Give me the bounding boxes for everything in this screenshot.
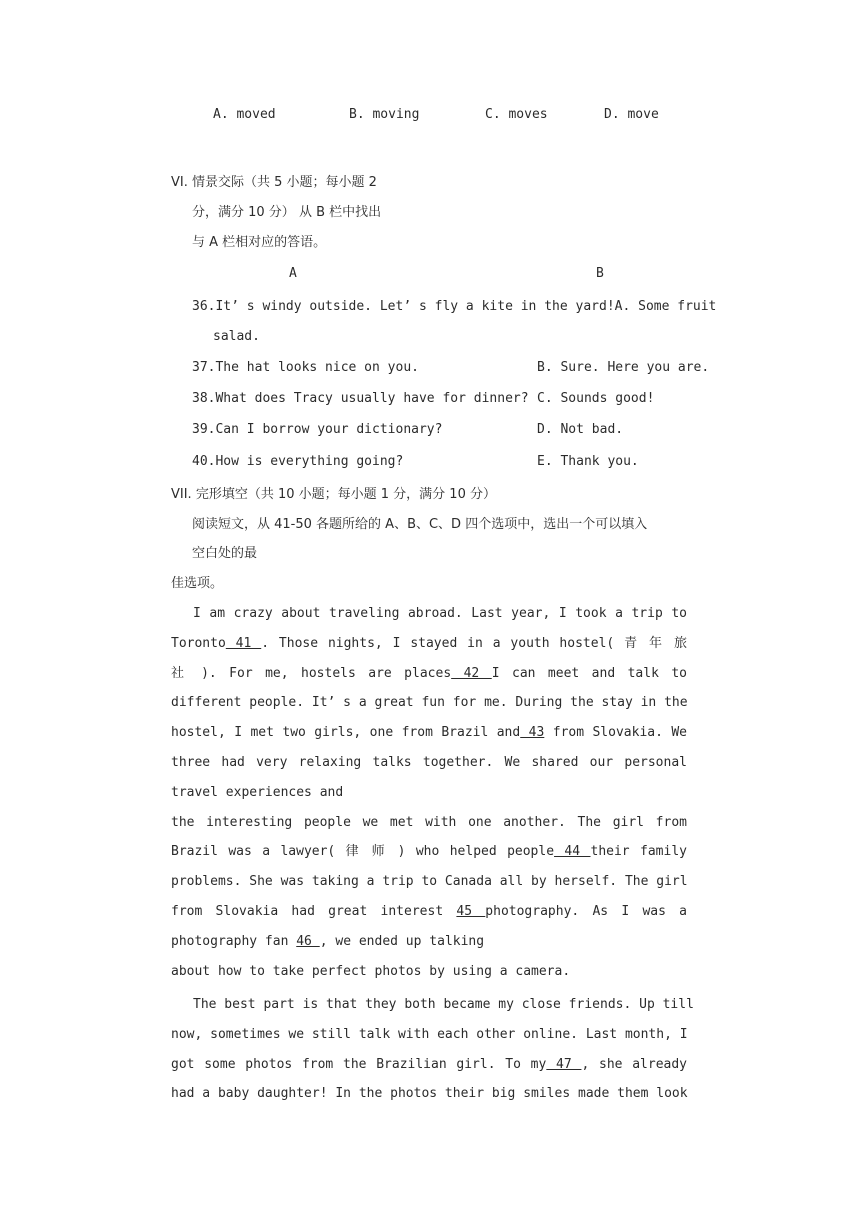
passage-line: problems. She was taking a trip to Canada all by herself. The girl (171, 874, 688, 890)
question-40: 40.How is everything going? (192, 454, 404, 469)
blank-46: 46 (296, 933, 320, 949)
blank-47: 47 (546, 1056, 582, 1072)
blank-43: 43 (520, 725, 545, 741)
question-37: 37.The hat looks nice on you. (192, 360, 419, 375)
passage-line: Brazil was a lawyer( 律 师 ) who helped people 44 their family (171, 844, 687, 860)
answer-option-b: B. Sure. Here you are. (537, 360, 710, 375)
passage-line: the interesting people we met with one another. The girl from (171, 814, 687, 830)
question-36-line2: salad. (213, 329, 260, 344)
section7-instruction-line3: 佳选项。 (171, 576, 224, 591)
question-36-line1: 36.It’ s windy outside. Let’ s fly a kite in the yard!A. Some fruit (192, 299, 717, 314)
passage-line: had a baby daughter! In the photos their big smiles made them look (171, 1086, 688, 1102)
passage-line: about how to take perfect photos by using a camera. (171, 963, 571, 979)
blank-41: 41 (225, 635, 262, 651)
section7-heading: VII. 完形填空（共 10 小题；每小题 1 分，满分 10 分） (171, 487, 496, 502)
question-39: 39.Can I borrow your dictionary? (192, 422, 443, 437)
passage-line: The best part is that they both became my close friends. Up till (193, 997, 694, 1012)
section7-instruction-line2: 空白处的最 (192, 546, 258, 561)
blank-45: 45 (456, 903, 486, 919)
passage-line: different people. It’ s a great fun for me. During the stay in the (171, 695, 688, 711)
option-c: C. moves (485, 107, 548, 122)
answer-option-e: E. Thank you. (537, 454, 639, 469)
section6-heading-line1: VI. 情景交际（共 5 小题；每小题 2 (171, 175, 377, 190)
passage-paragraph-1 (171, 599, 687, 986)
passage-line: from Slovakia had great interest 45 photography. As I was a (171, 903, 687, 919)
section7-instruction-line1: 阅读短文，从 41-50 各题所给的 A、B、C、D 四个选项中，选出一个可以填入 (192, 517, 648, 532)
answer-option-c: C. Sounds good! (537, 391, 655, 406)
passage-line: now, sometimes we still talk with each other online. Last month, I (171, 1026, 688, 1042)
section6-heading-line2: 分，满分 10 分） 从 B 栏中找出 (192, 205, 382, 220)
passage-line: travel experiences and (171, 784, 344, 800)
passage-line: 社 ). For me, hostels are places 42 I can meet and talk to (171, 665, 688, 681)
passage-line: photography fan 46 , we ended up talking (171, 933, 485, 949)
passage-line: I am crazy about traveling abroad. Last year, I took a trip to (193, 606, 687, 621)
column-a-header: A (289, 266, 297, 281)
passage-line: got some photos from the Brazilian girl. To my 47 , she already (171, 1056, 688, 1072)
blank-42: 42 (451, 665, 492, 681)
option-b: B. moving (349, 107, 420, 122)
answer-option-d: D. Not bad. (537, 422, 624, 437)
blank-44: 44 (554, 844, 591, 860)
option-a: A. moved (213, 107, 276, 122)
option-d: D. move (604, 107, 659, 122)
passage-paragraph-2 (171, 990, 694, 1109)
question-38: 38.What does Tracy usually have for dinner? (192, 391, 529, 406)
column-b-header: B (596, 266, 604, 281)
passage-line: Toronto 41 . Those nights, I stayed in a youth hostel( 青 年 旅 (171, 635, 687, 651)
section6-heading-line3: 与 A 栏相对应的答语。 (192, 235, 327, 250)
passage-line: three had very relaxing talks together. We shared our personal (171, 754, 687, 770)
passage-line: hostel, I met two girls, one from Brazil and 43 from Slovakia. We (171, 725, 688, 741)
